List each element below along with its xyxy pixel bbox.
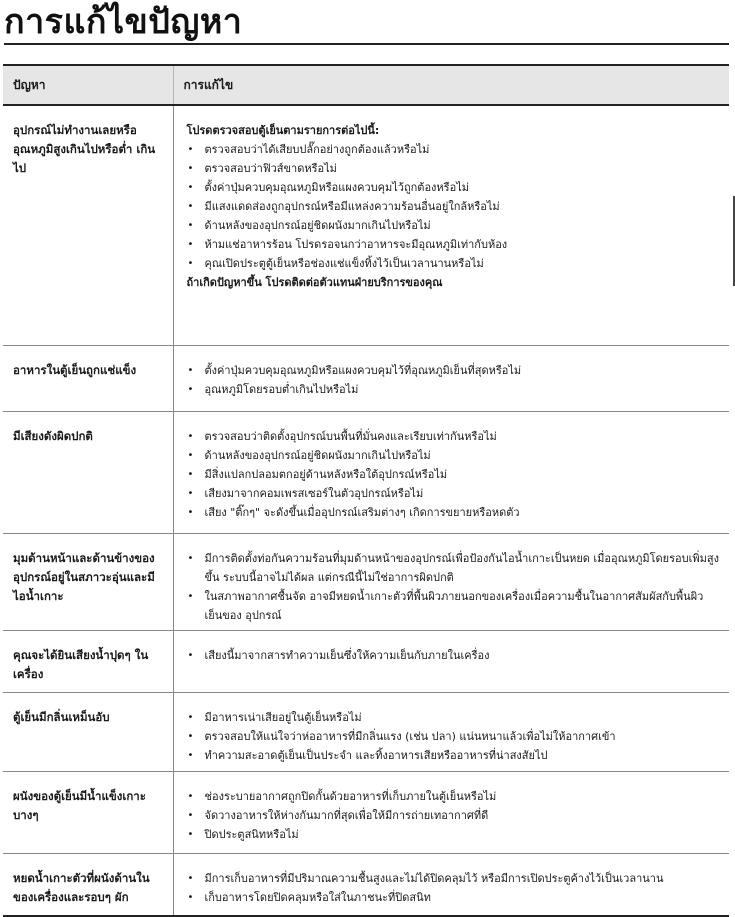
page-title: การแก้ไขปัญหา (4, 2, 243, 42)
list-item: • ตรวจสอบว่าได้เสียบปลั๊กอย่างถูกต้องแล้วหรือไม่ (187, 140, 720, 159)
solution-list (187, 787, 720, 844)
table-row (3, 411, 729, 533)
solution-list (187, 646, 720, 665)
solution-list (187, 140, 720, 273)
list-item: • ช่องระบายอากาศถูกปิดกั้นด้วยอาหารที่เก็บภายในตู้เย็นหรือไม่ (187, 787, 720, 806)
list-item: • ตรวจสอบว่าฟิวส์ขาดหรือไม่ (187, 159, 720, 178)
list-item: • มีการเก็บอาหารที่มีปริมาณความชื้นสูงและไม่ได้ปิดคลุมไว้ หรือมีการเปิดประตูค้างไว้เป็นเวลานาน (187, 869, 720, 888)
solution-cell (173, 771, 729, 853)
table-row (3, 630, 729, 692)
problem-cell: มีเสียงดังผิดปกติ (3, 411, 173, 533)
list-item: • ด้านหลังของอุปกรณ์อยู่ชิดผนังมากเกินไปหรือไม่ (187, 446, 720, 465)
list-item: • เสียงมาจากคอมเพรสเซอร์ในตัวอุปกรณ์หรือไม่ (187, 484, 720, 503)
table-row (3, 105, 729, 345)
problem-cell: มุมด้านหน้าและด้านข้างของ อุปกรณ์อยู่ในสภาวะอุ่นและมี ไอน้ำเกาะ (3, 533, 173, 630)
list-item: • ด้านหลังของอุปกรณ์อยู่ชิดผนังมากเกินไปหรือไม่ (187, 216, 720, 235)
problem-cell: ตู้เย็นมีกลิ่นเหม็นอับ (3, 692, 173, 771)
solution-list (187, 361, 720, 399)
solution-cell (173, 345, 729, 411)
problem-cell: คุณจะได้ยินเสียงน้ำปุดๆ ใน เครื่อง (3, 630, 173, 692)
list-item: • มีการติดตั้งท่อกันความร้อนที่มุมด้านหน้าของอุปกรณ์เพื่อป้องกันไอน้ำเกาะเป็นหยด เมื่ออุณหภูมิโดยรอบเพิ่มสูงขึ้น ระบบนี้อาจไม่ได้ผล แต่กรณีนี้ไม่ใช่อาการผิดปกติ (187, 549, 720, 587)
solution-cell (173, 692, 729, 771)
solution-outro: ถ้าเกิดปัญหาขึ้น โปรดติดต่อตัวแทนฝ่ายบริการของคุณ (186, 276, 443, 289)
problem-cell: ผนังของตู้เย็นมีน้ำแข็งเกาะ บางๆ (3, 771, 173, 853)
title-underline (4, 43, 729, 45)
list-item: • ตรวจสอบให้แน่ใจว่าห่ออาหารที่มีกลิ่นแรง (เช่น ปลา) แน่นหนาแล้วเพื่อไม่ให้อากาศเข้า (187, 727, 720, 746)
list-item: • เสียงนี้มาจากสารทำความเย็นซึ่งให้ความเย็นกับภายในเครื่อง (187, 646, 720, 665)
problem-cell: อุปกรณ์ไม่ทำงานเลยหรือ อุณหภูมิสูงเกินไปหรือต่ำ เกินไป (3, 105, 173, 345)
header-problem: ปัญหา (3, 65, 173, 105)
list-item: • เสียง "ติ๊กๆ" จะดังขึ้นเมื่ออุปกรณ์เสริมต่างๆ เกิดการขยายหรือหดตัว (187, 503, 720, 522)
solution-list (187, 427, 720, 522)
list-item: • จัดวางอาหารให้ห่างกันมากที่สุดเพื่อให้มีการถ่ายเทอากาศที่ดี (187, 806, 720, 825)
header-solution: การแก้ไข (173, 65, 729, 105)
table-row (3, 771, 729, 853)
list-item: • ตั้งค่าปุ่มควบคุมอุณหภูมิหรือแผงควบคุมไว้ที่อุณหภูมิเย็นที่สุดหรือไม่ (187, 361, 720, 380)
list-item: • ห้ามแช่อาหารร้อน โปรดรอจนกว่าอาหารจะมีอุณหภูมิเท่ากับห้อง (187, 235, 720, 254)
solution-list (187, 869, 720, 907)
solution-cell (173, 853, 729, 916)
solution-cell (173, 411, 729, 533)
solution-list (187, 549, 720, 625)
list-item: • ตั้งค่าปุ่มควบคุมอุณหภูมิหรือแผงควบคุมไว้ถูกต้องหรือไม่ (187, 178, 720, 197)
list-item: • มีอาหารเน่าเสียอยู่ในตู้เย็นหรือไม่ (187, 708, 720, 727)
list-item: • ตรวจสอบว่าติดตั้งอุปกรณ์บนพื้นที่มั่นคงและเรียบเท่ากันหรือไม่ (187, 427, 720, 446)
problem-cell: หยดน้ำเกาะตัวที่ผนังด้านใน ของเครื่องและรอบๆ ผัก (3, 853, 173, 916)
list-item: • ในสภาพอากาศชื้นจัด อาจมีหยดน้ำเกาะตัวที่พื้นผิวภายนอกของเครื่องเมื่อความชื้นในอากาศสัมผัสกับพื้นผิวเย็นของ อุปกรณ์ (187, 587, 720, 625)
list-item: • อุณหภูมิโดยรอบต่ำเกินไปหรือไม่ (187, 380, 720, 399)
solution-cell (173, 105, 729, 345)
table-header-row (3, 65, 729, 105)
list-item: • คุณเปิดประตูตู้เย็นหรือช่องแช่แข็งทิ้งไว้เป็นเวลานานหรือไม่ (187, 254, 720, 273)
problem-cell: อาหารในตู้เย็นถูกแช่แข็ง (3, 345, 173, 411)
troubleshooting-table (3, 64, 729, 917)
table-row (3, 692, 729, 771)
solution-list (187, 708, 720, 765)
list-item: • ปิดประตูสนิทหรือไม่ (187, 825, 720, 844)
solution-cell (173, 533, 729, 630)
solution-intro: โปรดตรวจสอบตู้เย็นตามรายการต่อไปนี้: (186, 124, 380, 137)
list-item: • มีสิ่งแปลกปลอมตกอยู่ด้านหลังหรือใต้อุปกรณ์หรือไม่ (187, 465, 720, 484)
solution-cell (173, 630, 729, 692)
list-item: • ทำความสะอาดตู้เย็นเป็นประจำ และทิ้งอาหารเสียหรืออาหารที่น่าสงสัยไป (187, 746, 720, 765)
list-item: • เก็บอาหารโดยปิดคลุมหรือใส่ในภาชนะที่ปิดสนิท (187, 888, 720, 907)
table-row (3, 853, 729, 916)
table-row (3, 533, 729, 630)
table-row (3, 345, 729, 411)
list-item: • มีแสงแดดส่องถูกอุปกรณ์หรือมีแหล่งความร้อนอื่นอยู่ใกล้หรือไม่ (187, 197, 720, 216)
